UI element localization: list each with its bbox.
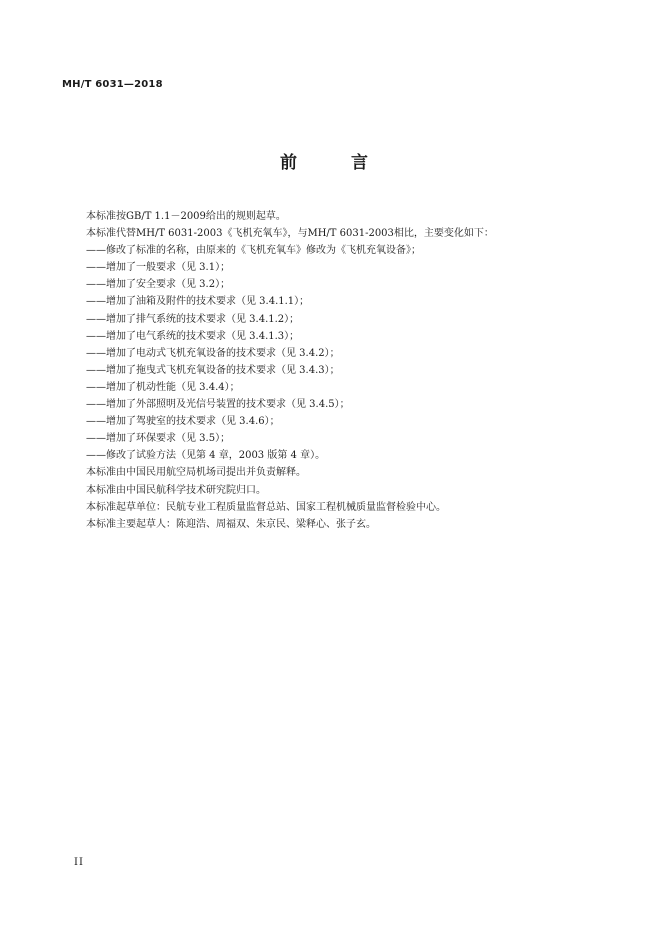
change-item: ——增加了油箱及附件的技术要求（见 3.4.1.1）； bbox=[86, 296, 310, 308]
change-item: ——增加了电气系统的技术要求（见 3.4.1.3）； bbox=[86, 330, 300, 342]
change-item: ——增加了环保要求（见 3.5）； bbox=[86, 433, 231, 445]
foreword-line: 本标准由中国民用航空局机场司提出并负责解释。 bbox=[86, 467, 306, 479]
document-code: MH/T 6031—2018 bbox=[62, 79, 163, 90]
page-number: II bbox=[74, 857, 84, 868]
change-item: ——增加了外部照明及光信号装置的技术要求（见 3.4.5）； bbox=[86, 399, 350, 411]
change-item: ——增加了一般要求（见 3.1）； bbox=[86, 262, 231, 274]
change-item: ——修改了标准的名称，由原来的《飞机充氧车》修改为《飞机充氧设备》； bbox=[86, 245, 421, 257]
change-item: ——增加了电动式飞机充氧设备的技术要求（见 3.4.2）； bbox=[86, 347, 340, 359]
change-item: ——修改了试验方法（见第 4 章，2003 版第 4 章）。 bbox=[86, 450, 326, 462]
foreword-line: 本标准起草单位：民航专业工程质量监督总站、国家工程机械质量监督检验中心。 bbox=[86, 501, 446, 513]
change-item: ——增加了排气系统的技术要求（见 3.4.1.2）； bbox=[86, 313, 300, 325]
foreword-line: 本标准主要起草人：陈迎浩、周福双、朱京民、梁释心、张子玄。 bbox=[86, 518, 376, 530]
change-item: ——增加了驾驶室的技术要求（见 3.4.6）； bbox=[86, 416, 280, 428]
foreword-line: 本标准由中国民航科学技术研究院归口。 bbox=[86, 484, 266, 496]
foreword-line: 本标准代替MH/T 6031-2003《飞机充氧车》，与MH/T 6031-2003相比，主要变化如下： bbox=[86, 228, 494, 240]
change-item: ——增加了机动性能（见 3.4.4）； bbox=[86, 381, 240, 393]
change-item: ——增加了安全要求（见 3.2）； bbox=[86, 279, 231, 291]
change-item: ——增加了拖曳式飞机充氧设备的技术要求（见 3.4.3）； bbox=[86, 364, 340, 376]
page-title: 前 言 bbox=[280, 153, 392, 173]
foreword-body bbox=[86, 208, 586, 533]
foreword-line: 本标准按GB/T 1.1－2009给出的规则起草。 bbox=[86, 211, 286, 222]
